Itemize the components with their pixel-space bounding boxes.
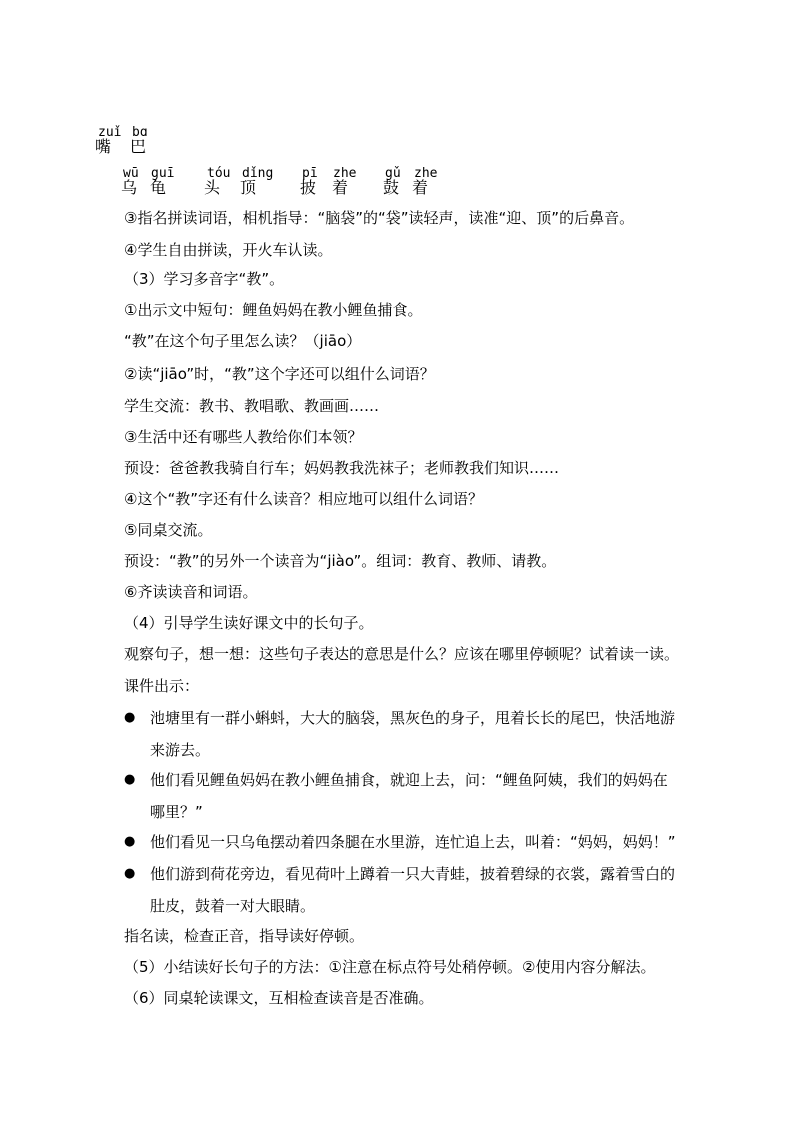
hanzi: 巴 xyxy=(130,137,147,156)
text-line: 预设：爸爸教我骑自行车；妈妈教我洗袜子；老师教我们知识…… xyxy=(124,459,560,477)
hanzi: 披 xyxy=(300,178,317,197)
bullet-text xyxy=(150,702,730,766)
text-line: ④学生自由拼读，开火车认读。 xyxy=(124,241,333,259)
pinyin: pī xyxy=(302,166,318,181)
bullet-line: 肚皮，鼓着一对大眼睛。 xyxy=(150,897,316,915)
text-line: ⑤同桌交流。 xyxy=(124,521,213,539)
pinyin: dǐng xyxy=(242,166,274,181)
bullet-line: 他们看见一只乌龟摆动着四条腿在水里游，连忙追上去，叫着：“妈妈，妈妈！” xyxy=(150,833,676,851)
text-line: ①出示文中短句：鲤鱼妈妈在教小鲤鱼捕食。 xyxy=(124,301,423,319)
pinyin: zhe xyxy=(333,166,357,181)
text-line: 预设：“教”的另外一个读音为“jiào”。组词：教育、教师、请教。 xyxy=(124,552,557,570)
bullet-line: 池塘里有一群小蝌蚪，大大的脑袋，黑灰色的身子，甩着长长的尾巴，快活地游 xyxy=(150,709,676,727)
bullet-icon: ● xyxy=(124,834,136,849)
text-line: ③生活中还有哪些人教给你们本领？ xyxy=(124,428,363,446)
text-line: ②读“jiāo”时，“教”这个字还可以组什么词语？ xyxy=(124,365,435,383)
hanzi: 顶 xyxy=(240,178,257,197)
text-line: ③指名拼读词语，相机指导：“脑袋”的“袋”读轻声，读准“迎、顶”的后鼻音。 xyxy=(124,209,635,227)
text-line: （3）学习多音字“教”。 xyxy=(124,270,285,288)
pinyin: zuǐ xyxy=(98,125,122,140)
hanzi: 龟 xyxy=(150,178,167,197)
bullet-line: 他们看见鲤鱼妈妈在教小鲤鱼捕食，就迎上去，问：“鲤鱼阿姨，我们的妈妈在 xyxy=(150,771,668,789)
bullet-text xyxy=(150,826,730,858)
hanzi: 鼓 xyxy=(383,178,400,197)
bullet-line: 哪里？” xyxy=(150,803,203,821)
pinyin: bɑ xyxy=(132,125,148,140)
bullet-icon: ● xyxy=(124,772,136,787)
bullet-line: 他们游到荷花旁边，看见荷叶上蹲着一只大青蛙，披着碧绿的衣裳，露着雪白的 xyxy=(150,865,676,883)
pinyin: gǔ xyxy=(385,166,401,181)
text-line: “教”在这个句子里怎么读？（jiāo） xyxy=(124,332,362,350)
hanzi: 着 xyxy=(412,178,429,197)
text-line: （5）小结读好长句子的方法：①注意在标点符号处稍停顿。②使用内容分解法。 xyxy=(124,958,656,976)
text-line: （4）引导学生读好课文中的长句子。 xyxy=(124,614,374,632)
hanzi: 乌 xyxy=(121,178,138,197)
hanzi: 嘴 xyxy=(95,137,112,156)
bullet-icon: ● xyxy=(124,866,136,881)
pinyin: zhe xyxy=(414,166,438,181)
text-line: ⑥齐读读音和词语。 xyxy=(124,583,258,601)
bullet-text xyxy=(150,858,730,922)
pinyin: wū xyxy=(123,166,139,181)
text-line: 课件出示： xyxy=(124,677,200,695)
bullet-icon: ● xyxy=(124,710,136,725)
text-line: 指名读，检查正音，指导读好停顿。 xyxy=(124,927,365,945)
pinyin: guī xyxy=(151,166,175,181)
bullet-text xyxy=(150,764,730,828)
text-line: 观察句子，想一想：这些句子表达的意思是什么？应该在哪里停顿呢？试着读一读。 xyxy=(124,645,680,663)
bullet-line: 来游去。 xyxy=(150,741,211,759)
hanzi: 头 xyxy=(204,178,221,197)
text-line: （6）同桌轮读课文，互相检查读音是否准确。 xyxy=(124,989,434,1007)
pinyin: tóu xyxy=(207,166,231,181)
hanzi: 着 xyxy=(332,178,349,197)
text-line: ④这个“教”字还有什么读音？相应地可以组什么词语？ xyxy=(124,490,483,508)
text-line: 学生交流：教书、教唱歌、教画画…… xyxy=(124,397,380,415)
